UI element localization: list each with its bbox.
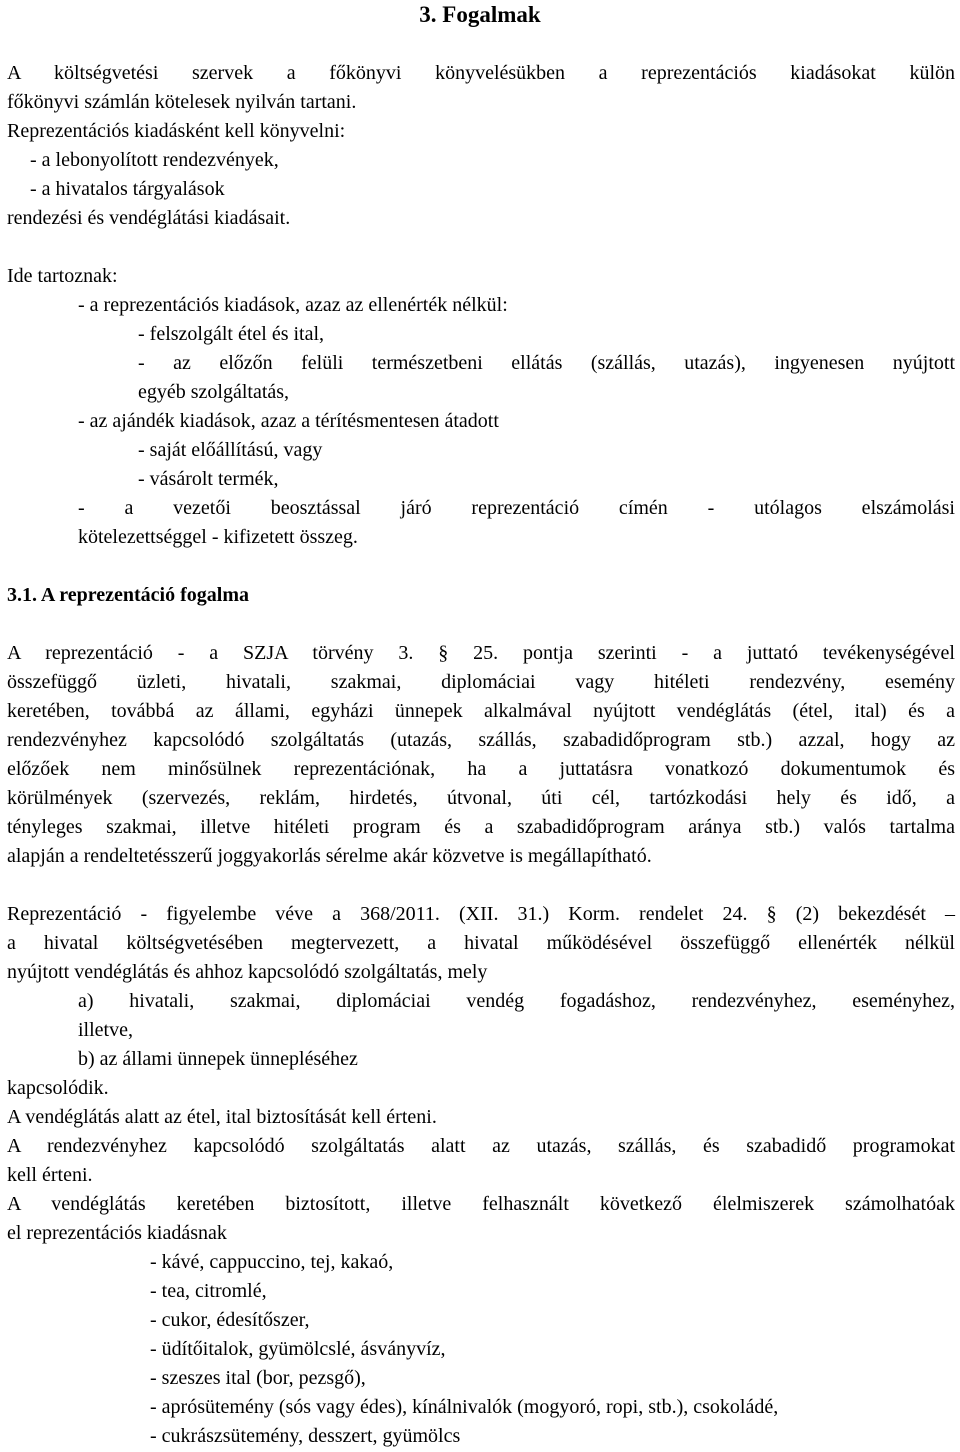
- paragraph-line: Reprezentációs kiadásként kell könyvelni:: [7, 120, 346, 142]
- paragraph-line: rendezvényhez kapcsolódó szolgáltatás (utazás, szállás, szabadidőprogram stb.) azzal, hogy az: [7, 729, 955, 751]
- list-item: - tea, citromlé,: [150, 1280, 267, 1302]
- paragraph-line: kapcsolódik.: [7, 1077, 109, 1099]
- list-item: - felszolgált étel és ital,: [138, 323, 325, 345]
- paragraph-line: tényleges szakmai, illetve hitéleti program és a szabadidőprogram aránya stb.) valós tartalma: [7, 816, 955, 838]
- paragraph-line: összefüggő üzleti, hivatali, szakmai, diplomáciai vagy hitéleti rendezvény, esemény: [7, 671, 955, 693]
- paragraph-line: keretében, továbbá az állami, egyházi ünnepek alkalmával nyújtott vendéglátás (étel, ital) és a: [7, 700, 955, 722]
- list-item: kötelezettséggel - kifizetett összeg.: [78, 526, 358, 548]
- list-item: - kávé, cappuccino, tej, kakaó,: [150, 1251, 394, 1273]
- paragraph-line: A költségvetési szervek a főkönyvi könyvelésükben a reprezentációs kiadásokat külön: [7, 62, 955, 84]
- list-item: - az ajándék kiadások, azaz a térítésmentesen átadott: [78, 410, 499, 432]
- list-item: - cukrászsütemény, desszert, gyümölcs: [150, 1425, 461, 1447]
- paragraph-line: A rendezvényhez kapcsolódó szolgáltatás alatt az utazás, szállás, és szabadidő programokat: [7, 1135, 955, 1157]
- list-item: - szeszes ital (bor, pezsgő),: [150, 1367, 366, 1389]
- list-item: - saját előállítású, vagy: [138, 439, 323, 461]
- list-item: - a vezetői beosztással járó reprezentáció címén - utólagos elszámolási: [78, 497, 955, 519]
- paragraph-line: körülmények (szervezés, reklám, hirdetés, útvonal, úti cél, tartózkodási hely és idő, a: [7, 787, 955, 809]
- list-item: egyéb szolgáltatás,: [138, 381, 290, 403]
- paragraph-line: rendezési és vendéglátási kiadásait.: [7, 207, 291, 229]
- paragraph-line: el reprezentációs kiadásnak: [7, 1222, 227, 1244]
- paragraph-line: A reprezentáció - a SZJA törvény 3. § 25. pontja szerinti - a juttató tevékenységével: [7, 642, 955, 664]
- list-item: b) az állami ünnepek ünnepléséhez: [78, 1048, 358, 1070]
- list-item: a) hivatali, szakmai, diplomáciai vendég fogadáshoz, rendezvényhez, eseményhez,: [78, 990, 955, 1012]
- paragraph-line: A vendéglátás keretében biztosított, illetve felhasznált következő élelmiszerek számolhatóak: [7, 1193, 955, 1215]
- paragraph-line: előzőek nem minősülnek reprezentációnak, ha a juttatásra vonatkozó dokumentumok és: [7, 758, 955, 780]
- paragraph-line: a hivatal költségvetésében megtervezett, a hivatal működésével összefüggő ellenérték nélkül: [7, 932, 955, 954]
- paragraph-line: Reprezentáció - figyelembe véve a 368/2011. (XII. 31.) Korm. rendelet 24. § (2) bekezdését –: [7, 903, 955, 925]
- paragraph-line: Ide tartoznak:: [7, 265, 118, 287]
- paragraph-line: A vendéglátás alatt az étel, ital biztosítását kell érteni.: [7, 1106, 437, 1128]
- list-item: - cukor, édesítőszer,: [150, 1309, 310, 1331]
- list-item: - a hivatalos tárgyalások: [30, 178, 225, 200]
- paragraph-line: alapján a rendeltetésszerű joggyakorlás sérelme akár közvetve is megállapítható.: [7, 845, 652, 867]
- list-item: - vásárolt termék,: [138, 468, 279, 490]
- list-item: - az előzőn felüli természetbeni ellátás (szállás, utazás), ingyenesen nyújtott: [138, 352, 955, 374]
- paragraph-line: kell érteni.: [7, 1164, 93, 1186]
- list-item: - a reprezentációs kiadások, azaz az ellenérték nélkül:: [78, 294, 508, 316]
- list-item: illetve,: [78, 1019, 133, 1041]
- list-item: - aprósütemény (sós vagy édes), kínálnivalók (mogyoró, ropi, stb.), csokoládé,: [150, 1396, 779, 1418]
- paragraph-line: főkönyvi számlán kötelesek nyilván tartani.: [7, 91, 357, 113]
- list-item: - a lebonyolított rendezvények,: [30, 149, 279, 171]
- section-heading: 3.1. A reprezentáció fogalma: [7, 584, 249, 606]
- list-item: - üdítőitalok, gyümölcslé, ásványvíz,: [150, 1338, 446, 1360]
- page-title: 3. Fogalmak: [419, 2, 541, 27]
- paragraph-line: nyújtott vendéglátás és ahhoz kapcsolódó szolgáltatás, mely: [7, 961, 488, 983]
